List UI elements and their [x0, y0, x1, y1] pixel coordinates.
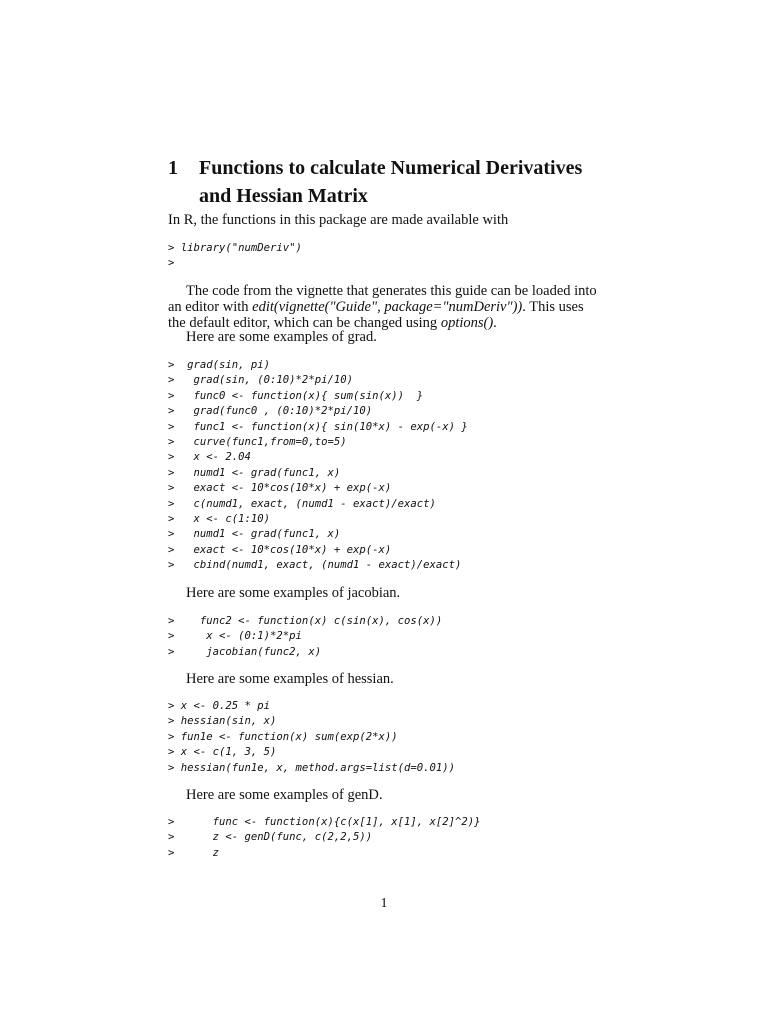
- code-line: > func1 <- function(x){ sin(10*x) - exp(-x) }: [168, 420, 468, 433]
- code-block-library: [168, 241, 302, 272]
- hessian-intro: Here are some examples of hessian.: [186, 671, 394, 687]
- vignette-code-edit: edit(vignette("Guide", package="numDeriv")): [252, 299, 523, 315]
- section-title: Functions to calculate Numerical Derivatives and Hessian Matrix: [199, 157, 583, 207]
- code-line: > z: [168, 846, 220, 859]
- code-line: > z <- genD(func, c(2,2,5)): [168, 831, 373, 844]
- gend-intro: Here are some examples of genD.: [186, 787, 383, 803]
- code-line: > numd1 <- grad(func1, x): [168, 528, 341, 541]
- code-line: > grad(sin, (0:10)*2*pi/10): [168, 374, 353, 387]
- code-line: > jacobian(func2, x): [168, 645, 322, 658]
- code-line: > library("numDeriv"): [168, 242, 302, 254]
- vignette-text-3: .: [493, 315, 497, 331]
- code-line: > exact <- 10*cos(10*x) + exp(-x): [168, 482, 392, 495]
- code-line: > grad(sin, pi): [168, 359, 271, 371]
- code-line: > c(numd1, exact, (numd1 - exact)/exact): [168, 497, 436, 510]
- vignette-text-1: The code from the vignette that generates this guide can be loaded into an editor with: [168, 283, 597, 315]
- code-block-hessian: [168, 699, 455, 776]
- grad-intro: Here are some examples of grad.: [186, 329, 377, 345]
- code-block-jacobian: [168, 614, 442, 660]
- code-block-gend: [168, 815, 481, 861]
- code-block-grad: [168, 358, 468, 574]
- code-line: > func2 <- function(x) c(sin(x), cos(x)): [168, 615, 443, 627]
- code-line: > grad(func0 , (0:10)*2*pi/10): [168, 405, 373, 418]
- code-line: >: [168, 257, 175, 270]
- code-line: > x <- 2.04: [168, 451, 251, 464]
- code-line: > x <- 0.25 * pi: [168, 700, 271, 712]
- code-line: > hessian(fun1e, x, method.args=list(d=0.01)): [168, 761, 456, 774]
- vignette-text-2: . This uses the default editor, which can be changed using: [168, 299, 584, 331]
- code-line: > fun1e <- function(x) sum(exp(2*x)): [168, 730, 398, 743]
- code-line: > x <- (0:1)*2*pi: [168, 630, 302, 643]
- code-line: > func <- function(x){c(x[1], x[1], x[2]^2)}: [168, 816, 481, 828]
- code-line: > numd1 <- grad(func1, x): [168, 466, 341, 479]
- page-number: 1: [380, 896, 388, 911]
- section-number: 1: [168, 157, 178, 179]
- section-heading: [168, 154, 618, 210]
- code-line: > func0 <- function(x){ sum(sin(x)) }: [168, 389, 424, 402]
- code-line: > x <- c(1, 3, 5): [168, 746, 277, 759]
- vignette-paragraph: [168, 283, 600, 331]
- code-line: > cbind(numd1, exact, (numd1 - exact)/exact): [168, 559, 462, 572]
- vignette-code-options: options(): [440, 315, 494, 331]
- code-line: > curve(func1,from=0,to=5): [168, 436, 347, 449]
- code-line: > x <- c(1:10): [168, 513, 271, 526]
- intro-paragraph: In R, the functions in this package are made available with: [168, 212, 509, 228]
- code-line: > exact <- 10*cos(10*x) + exp(-x): [168, 543, 392, 556]
- jacobian-intro: Here are some examples of jacobian.: [186, 585, 401, 601]
- code-line: > hessian(sin, x): [168, 715, 277, 728]
